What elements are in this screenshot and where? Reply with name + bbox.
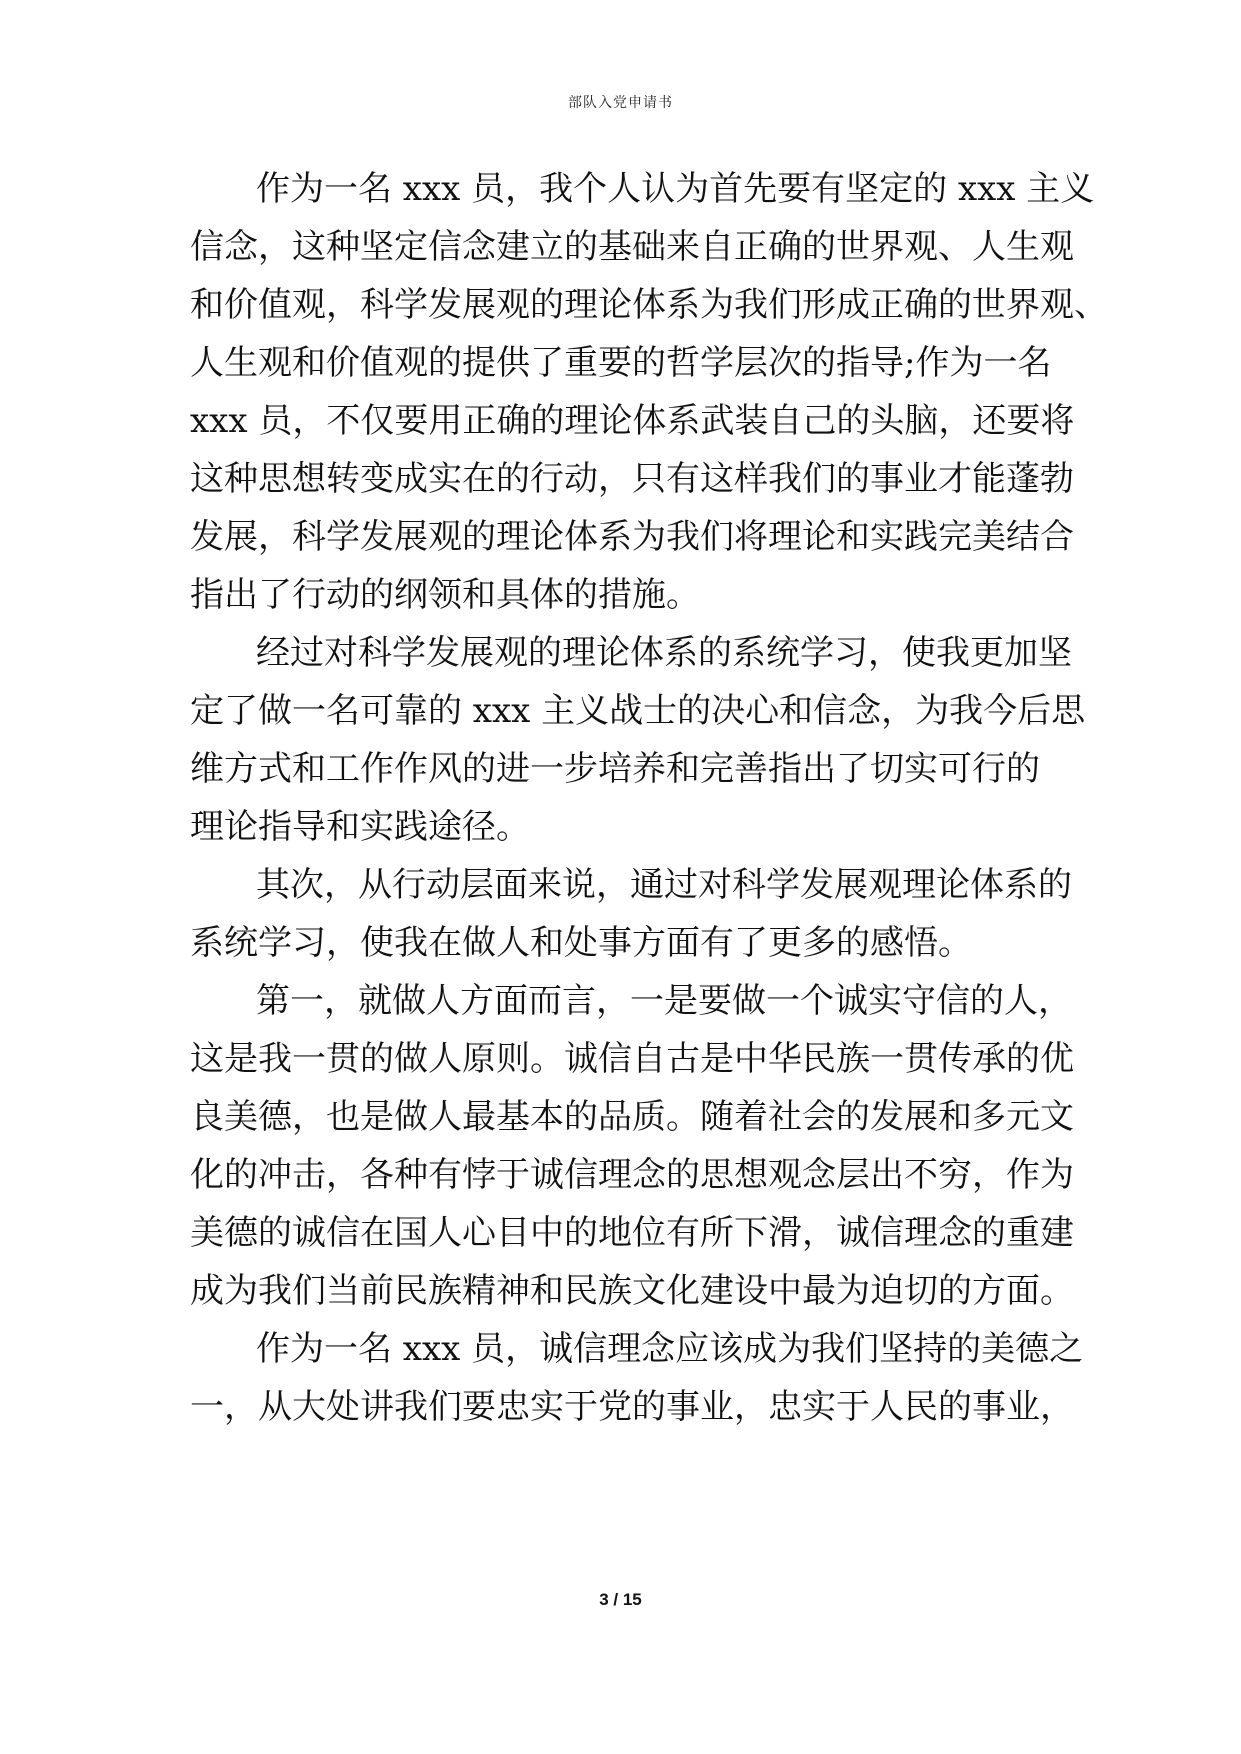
paragraph-line: 系统学习，使我在做人和处事方面有了更多的感悟。 [190, 923, 972, 963]
paragraph-line: 发展，科学发展观的理论体系为我们将理论和实践完美结合 [190, 517, 1074, 557]
paragraph-line: 这种思想转变成实在的行动，只有这样我们的事业才能蓬勃 [190, 459, 1074, 499]
paragraph-line: 这是我一贯的做人原则。诚信自古是中华民族一贯传承的优 [190, 1039, 1074, 1079]
page-header-title: 部队入党申请书 [568, 95, 673, 111]
paragraph-line: 作为一名 xxx 员，我个人认为首先要有坚定的 xxx 主义 [256, 169, 1095, 209]
paragraph-line: 维方式和工作作风的进一步培养和完善指出了切实可行的 [190, 749, 1040, 789]
paragraph-line: 其次，从行动层面来说，通过对科学发展观理论体系的 [256, 865, 1072, 905]
paragraph-line: 和价值观，科学发展观的理论体系为我们形成正确的世界观、 [190, 285, 1108, 325]
paragraph-line: 信念，这种坚定信念建立的基础来自正确的世界观、人生观 [190, 227, 1074, 267]
paragraph-line: 第一，就做人方面而言，一是要做一个诚实守信的人， [256, 981, 1072, 1021]
paragraph-line: 指出了行动的纲领和具体的措施。 [190, 575, 700, 615]
paragraph-line: 经过对科学发展观的理论体系的系统学习，使我更加坚 [256, 633, 1072, 673]
document-body [190, 160, 1108, 1436]
page-number: 3 / 15 [599, 1590, 642, 1609]
paragraph-line: 定了做一名可靠的 xxx 主义战士的决心和信念，为我今后思 [190, 691, 1086, 731]
paragraph-line: 作为一名 xxx 员，诚信理念应该成为我们坚持的美德之 [256, 1329, 1084, 1369]
paragraph-line: 一，从大处讲我们要忠实于党的事业，忠实于人民的事业， [190, 1387, 1074, 1427]
paragraph-line: 良美德，也是做人最基本的品质。随着社会的发展和多元文 [190, 1097, 1074, 1137]
paragraph-line: 化的冲击，各种有悖于诚信理念的思想观念层出不穷，作为 [190, 1155, 1074, 1195]
paragraph-line: 理论指导和实践途径。 [190, 807, 530, 847]
paragraph-line: xxx 员，不仅要用正确的理论体系武装自己的头脑，还要将 [190, 401, 1075, 441]
paragraph-line: 人生观和价值观的提供了重要的哲学层次的指导;作为一名 [190, 343, 1052, 383]
paragraph-line: 美德的诚信在国人心目中的地位有所下滑，诚信理念的重建 [190, 1213, 1074, 1253]
paragraph-line: 成为我们当前民族精神和民族文化建设中最为迫切的方面。 [190, 1271, 1074, 1311]
